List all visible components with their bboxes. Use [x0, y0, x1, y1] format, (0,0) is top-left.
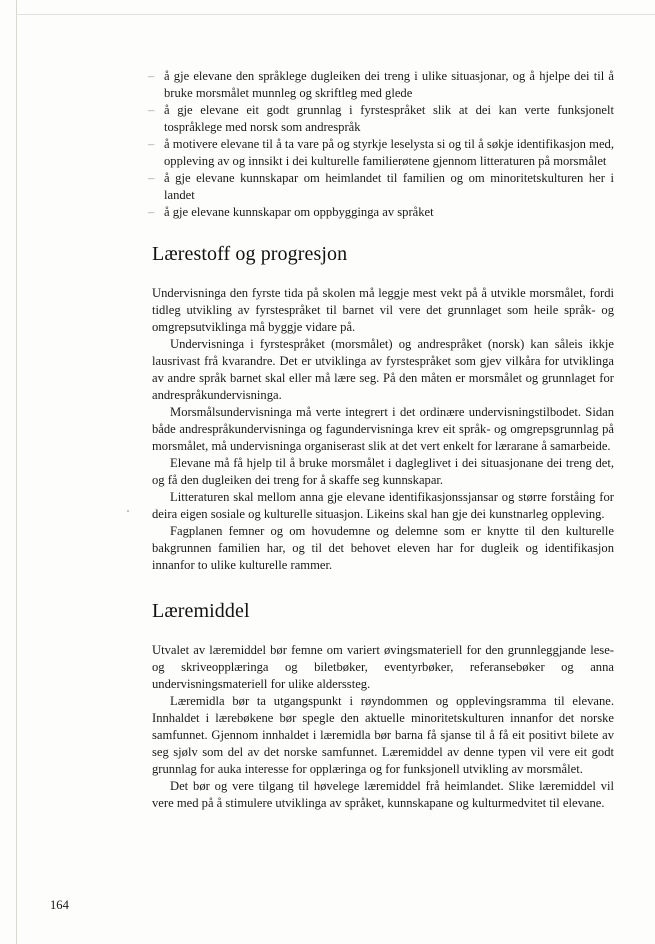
section-heading-laerestoff: Lærestoff og progresjon: [152, 243, 348, 265]
list-item-text: å gje elevane kunnskapar om heimlandet til familien og om minoritetskulturen her i landet: [164, 171, 614, 202]
paragraph: Undervisninga den fyrste tida på skolen må leggje mest vekt på å utvikle morsmålet, fordi tidleg utvikling av fyrstespråket til barnet vil vere det grunnlaget som heile språk- og omgrepsutviklinga må byggje vidare på.: [152, 286, 614, 334]
objectives-list: [148, 68, 614, 221]
list-item: [148, 102, 614, 136]
list-item-text: å gje elevane eit godt grunnlag i fyrstespråket slik at dei kan verte funksjonelt tospråklege med norsk som andrespråk: [164, 103, 614, 134]
list-item: [148, 170, 614, 204]
section-body-laeremiddel: [152, 642, 614, 812]
list-item-text: å motivere elevane til å ta vare på og styrkje leselysta si og til å søkje identifikasjon med, oppleving av og innsikt i dei kulturelle familierøtene gjennom litteraturen på morsmålet: [164, 137, 614, 168]
paragraph: Undervisninga i fyrstespråket (morsmålet) og andrespråket (norsk) kan såleis ikkje lausrivast frå kvarandre. Det er utviklinga av fyrstespråket som gjev vilkåra for utviklinga av andre språk barnet skal eller må lære seg. På den måten er morsmålet og grunnlaget for andrespråkundervisninga.: [152, 337, 614, 402]
list-item-text: å gje elevane den språklege dugleiken dei treng i ulike situasjonar, og å hjelpe dei til å bruke morsmålet munnleg og skriftleg med glede: [164, 69, 614, 100]
scan-speck: [127, 510, 129, 512]
dash-bullet-icon: –: [148, 69, 155, 83]
dash-bullet-icon: –: [148, 137, 155, 151]
paragraph: Utvalet av læremiddel bør femne om variert øvingsmateriell for den grunnleggjande lese- og skriveopplæringa og biletbøker, eventyrbøker, referansebøker og anna undervisningsmateriell for ulike alderssteg.: [152, 643, 614, 691]
section-heading-laeremiddel: Læremiddel: [152, 600, 250, 622]
paragraph: Fagplanen femner og om hovudemne og delemne som er knytte til den kulturelle bakgrunnen familien har, og til det behovet eleven har for dugleik og identifikasjon innanfor to ulike kulturelle rammer.: [152, 524, 614, 572]
page-edge-left: [16, 0, 17, 944]
paragraph: Det bør og vere tilgang til høvelege læremiddel frå heimlandet. Slike læremiddel vil vere med på å stimulere utviklinga av språket, kunnskapane og kulturmedvitet til elevane.: [152, 779, 614, 810]
dash-bullet-icon: –: [148, 171, 155, 185]
page-number: 164: [50, 898, 69, 912]
section-body-laerestoff: [152, 285, 614, 574]
paragraph: Litteraturen skal mellom anna gje elevane identifikasjonssjansar og større forståing for deira eigen sosiale og kulturelle situasjon. Likeins skal han gje dei kunstnarleg oppleving.: [152, 490, 614, 521]
page-edge-top: [16, 14, 655, 15]
paragraph: Læremidla bør ta utgangspunkt i røyndommen og opplevingsramma til elevane. Innhaldet i lærebøkene bør spegle den aktuelle minoritetskulturen innanfor det norske samfunnet. Gjennom innhaldet i læremidla bør barna få sjanse til å få eit positivt bilete av seg sjølv som del av det norske samfunnet. Læremiddel av denne typen vil vere eit godt grunnlag for auka interesse for opplæringa og for funksjonell utvikling av morsmålet.: [152, 694, 614, 776]
paragraph: Elevane må få hjelp til å bruke morsmålet i dagleglivet i dei situasjonane dei treng det, og få den dugleiken dei treng for å skaffe seg kunnskapar.: [152, 456, 614, 487]
page-content: [148, 68, 614, 812]
paragraph: Morsmålsundervisninga må verte integrert i det ordinære undervisningstilbodet. Sidan både andrespråkundervisninga og fagundervisninga krev eit språk- og omgrepsgrunnlag på morsmålet, må undervisninga organiserast slik at det vert enkelt for lærarane å samarbeide.: [152, 405, 614, 453]
list-item: [148, 204, 614, 221]
dash-bullet-icon: –: [148, 103, 155, 117]
list-item-text: å gje elevane kunnskapar om oppbygginga av språket: [164, 205, 434, 219]
list-item: [148, 68, 614, 102]
dash-bullet-icon: –: [148, 205, 155, 219]
list-item: [148, 136, 614, 170]
